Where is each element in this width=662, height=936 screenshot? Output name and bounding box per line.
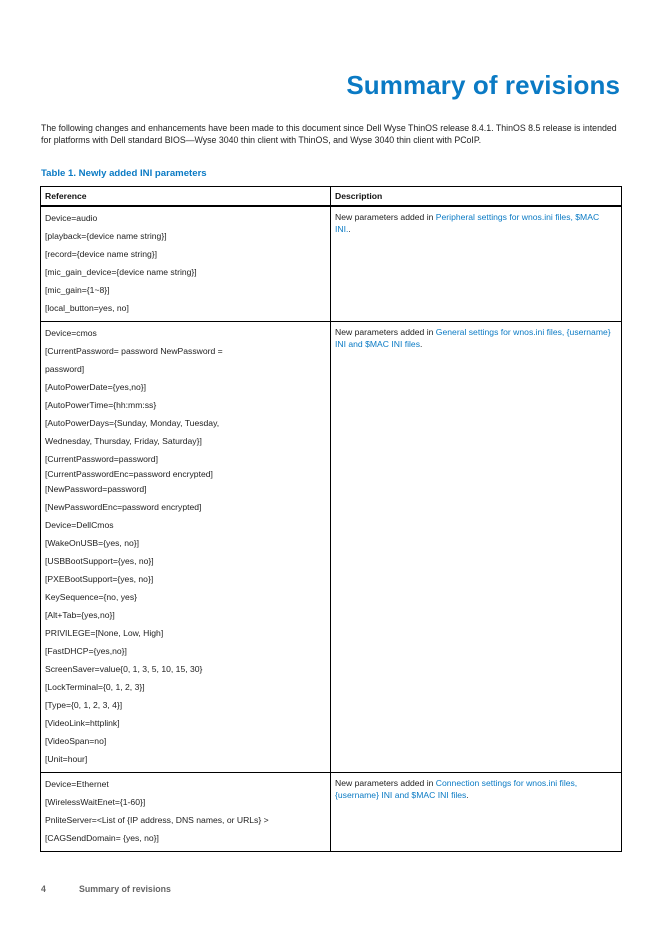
table-row-ethernet — [41, 773, 622, 852]
page-footer — [41, 884, 171, 894]
reference-line: [AutoPowerDate={yes,no}] — [45, 382, 147, 392]
reference-line: [Type={0, 1, 2, 3, 4}] — [45, 700, 123, 710]
reference-line: KeySequence={no, yes} — [45, 592, 137, 602]
reference-line: password] — [45, 364, 85, 374]
table-header-row — [41, 187, 622, 207]
reference-line: [CAGSendDomain= {yes, no}] — [45, 833, 159, 843]
reference-cell — [41, 773, 331, 852]
reference-line: [USBBootSupport={yes, no}] — [45, 556, 154, 566]
description-text: New parameters added in — [335, 327, 436, 337]
reference-line: [mic_gain_device={device name string}] — [45, 267, 197, 277]
table-row-audio — [41, 206, 622, 322]
reference-line: ScreenSaver=value{0, 1, 3, 5, 10, 15, 30} — [45, 664, 203, 674]
general-settings-link[interactable]: General settings for wnos.ini files, {username} INI and $MAC INI files — [335, 327, 611, 349]
reference-line: [Unit=hour] — [45, 754, 88, 764]
reference-line: [NewPassword=password] — [45, 484, 147, 494]
description-cell — [331, 322, 622, 773]
reference-line: Device=audio — [45, 213, 98, 223]
description-text: New parameters added in — [335, 778, 436, 788]
reference-line: [CurrentPassword=password] — [45, 454, 158, 464]
reference-line: PRIVILEGE=[None, Low, High] — [45, 628, 164, 638]
description-suffix: . — [348, 224, 351, 234]
reference-line: [mic_gain={1~8}] — [45, 285, 110, 295]
description-cell — [331, 206, 622, 322]
reference-line: [VideoLink=httplink] — [45, 718, 120, 728]
reference-line: [WirelessWaitEnet={1-60}] — [45, 797, 146, 807]
reference-line: [WakeOnUSB={yes, no}] — [45, 538, 140, 548]
reference-line: [Alt+Tab={yes,no}] — [45, 610, 115, 620]
reference-line: PnliteServer=<List of {IP address, DNS names, or URLs} > — [45, 815, 269, 825]
table-row-cmos — [41, 322, 622, 773]
reference-line: Device=Ethernet — [45, 779, 109, 789]
footer-section-title: Summary of revisions — [79, 884, 171, 894]
description-suffix: . — [466, 790, 469, 800]
page-number: 4 — [41, 884, 46, 894]
reference-line: [VideoSpan=no] — [45, 736, 107, 746]
reference-line: [playback={device name string}] — [45, 231, 167, 241]
reference-line: [AutoPowerDays={Sunday, Monday, Tuesday, — [45, 418, 220, 428]
reference-cell — [41, 206, 331, 322]
reference-line: [FastDHCP={yes,no}] — [45, 646, 127, 656]
description-suffix: . — [420, 339, 423, 349]
reference-line: [CurrentPassword= password NewPassword = — [45, 346, 223, 356]
reference-line: [NewPasswordEnc=password encrypted] — [45, 502, 202, 512]
description-text: New parameters added in — [335, 212, 436, 222]
column-header-description: Description — [331, 187, 622, 207]
reference-line: Device=cmos — [45, 328, 97, 338]
reference-line: Wednesday, Thursday, Friday, Saturday}] — [45, 436, 202, 446]
intro-paragraph: The following changes and enhancements have been made to this document since Dell Wyse ThinOS release 8.4.1. ThinOS 8.5 release is intended for platforms with Dell standard BIOS—Wyse 3040 thin client with ThinOS, and Wyse 3040 thin client with PCoIP. — [41, 123, 617, 146]
reference-line: [record={device name string}] — [45, 249, 158, 259]
connection-settings-link[interactable]: Connection settings for wnos.ini files, {username} INI and $MAC INI files — [335, 778, 578, 800]
reference-line: [AutoPowerTime={hh:mm:ss} — [45, 400, 157, 410]
peripheral-settings-link[interactable]: Peripheral settings for wnos.ini files, $MAC INI. — [335, 212, 600, 234]
page-title: Summary of revisions — [346, 70, 620, 100]
table-caption: Table 1. Newly added INI parameters — [41, 168, 207, 179]
reference-line: [CurrentPasswordEnc=password encrypted] — [45, 469, 213, 479]
reference-line: [LockTerminal={0, 1, 2, 3}] — [45, 682, 145, 692]
column-header-reference: Reference — [41, 187, 331, 207]
description-cell — [331, 773, 622, 852]
reference-line: [local_button=yes, no] — [45, 303, 129, 313]
reference-line: [PXEBootSupport={yes, no}] — [45, 574, 154, 584]
reference-line: Device=DellCmos — [45, 520, 114, 530]
reference-cell — [41, 322, 331, 773]
ini-parameters-table — [40, 186, 622, 852]
